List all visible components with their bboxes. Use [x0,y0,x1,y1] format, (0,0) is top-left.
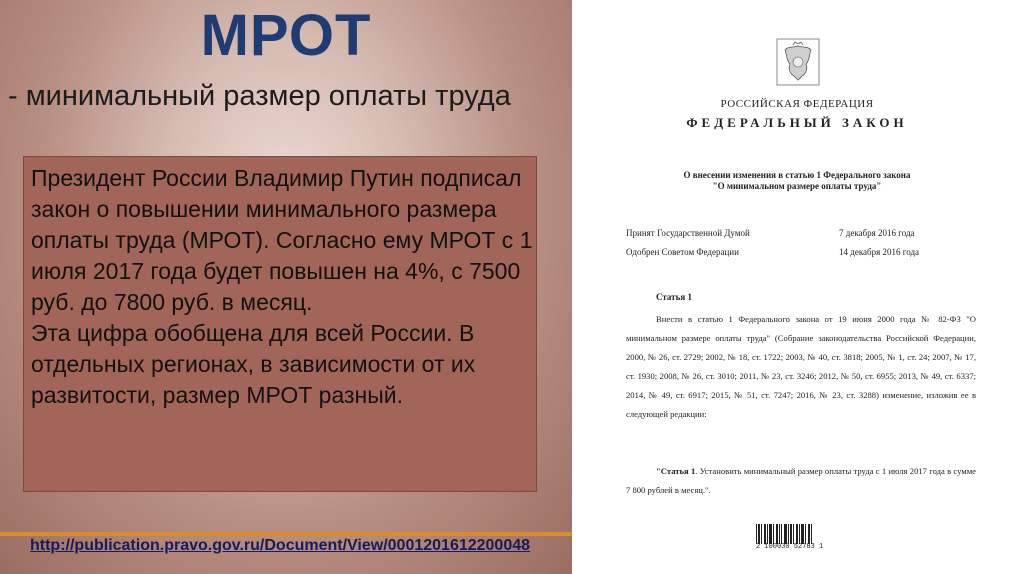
quote-body: . Установить минимальный размер оплаты труда с 1 июля 2017 года в сумме 7 800 рублей в месяц.". [626,466,976,495]
article-quote-text [626,462,976,500]
article-body [626,310,976,424]
article-quote [626,462,976,500]
law-document [596,0,998,574]
article-body-text: Внести в статью 1 Федерального закона от 19 июня 2000 года № 82-ФЗ "О минимальном размере оплаты труда" (Собрание законодательства Российской Федерации, 2000, № 26, ст. 2729; 2002, № 18, ст. 1722; 2003, № 40, ст. 3818; 2005, № 1, ст. 24; 2007, № 17, ст. 1930; 2008, № 26, ст. 3010; 2011, № 23, ст. 3246; 2012, № 50, ст. 6955; 2013, № 49, ст. 6337; 2014, № 49, ст. 6917; 2015, № 51, ст. 7247; 2016, № 23, ст. 3288) изменение, изложив ее в следующей редакции: [626,314,976,419]
document-country: РОССИЙСКАЯ ФЕДЕРАЦИЯ [720,98,874,110]
approved-row [626,247,996,257]
barcode-icon [756,520,814,544]
quote-heading: "Статья 1 [656,466,696,476]
article-heading: Статья 1 [656,292,692,302]
adopted-row [626,228,996,238]
slide-title: МРОТ [200,3,372,68]
info-paragraph-2: Эта цифра обобщена для всей России. В отдельных регионах, в зависимости от их развитости, размер МРОТ разный. [31,320,476,408]
adopted-date: 7 декабря 2016 года [839,228,915,238]
document-about [596,170,998,192]
document-about-line-1: О внесении изменения в статью 1 Федерального закона [683,170,911,180]
info-paragraph-1: Президент России Владимир Путин подписал закон о повышении минимального размера оплаты труда (МРОТ). Согласно ему МРОТ с 1 июля 2017 года будет повышен на 4%, с 7500 руб. до 7800 руб. в месяц. [31,165,533,315]
approved-label: Одобрен Советом Федерации [626,247,739,257]
barcode-number: 2 100030 52783 1 [756,543,824,551]
coat-of-arms-icon [776,38,820,86]
document-law-type: ФЕДЕРАЛЬНЫЙ ЗАКОН [686,115,908,130]
approved-date: 14 декабря 2016 года [839,247,920,257]
slide-subtitle: - минимальный размер оплаты труда [8,80,511,112]
adopted-label: Принят Государственной Думой [626,228,750,238]
source-link[interactable]: http://publication.pravo.gov.ru/Document/View/0001201612200048 [30,537,531,554]
document-about-line-2: "О минимальном размере оплаты труда" [712,181,882,191]
info-box [23,156,537,492]
